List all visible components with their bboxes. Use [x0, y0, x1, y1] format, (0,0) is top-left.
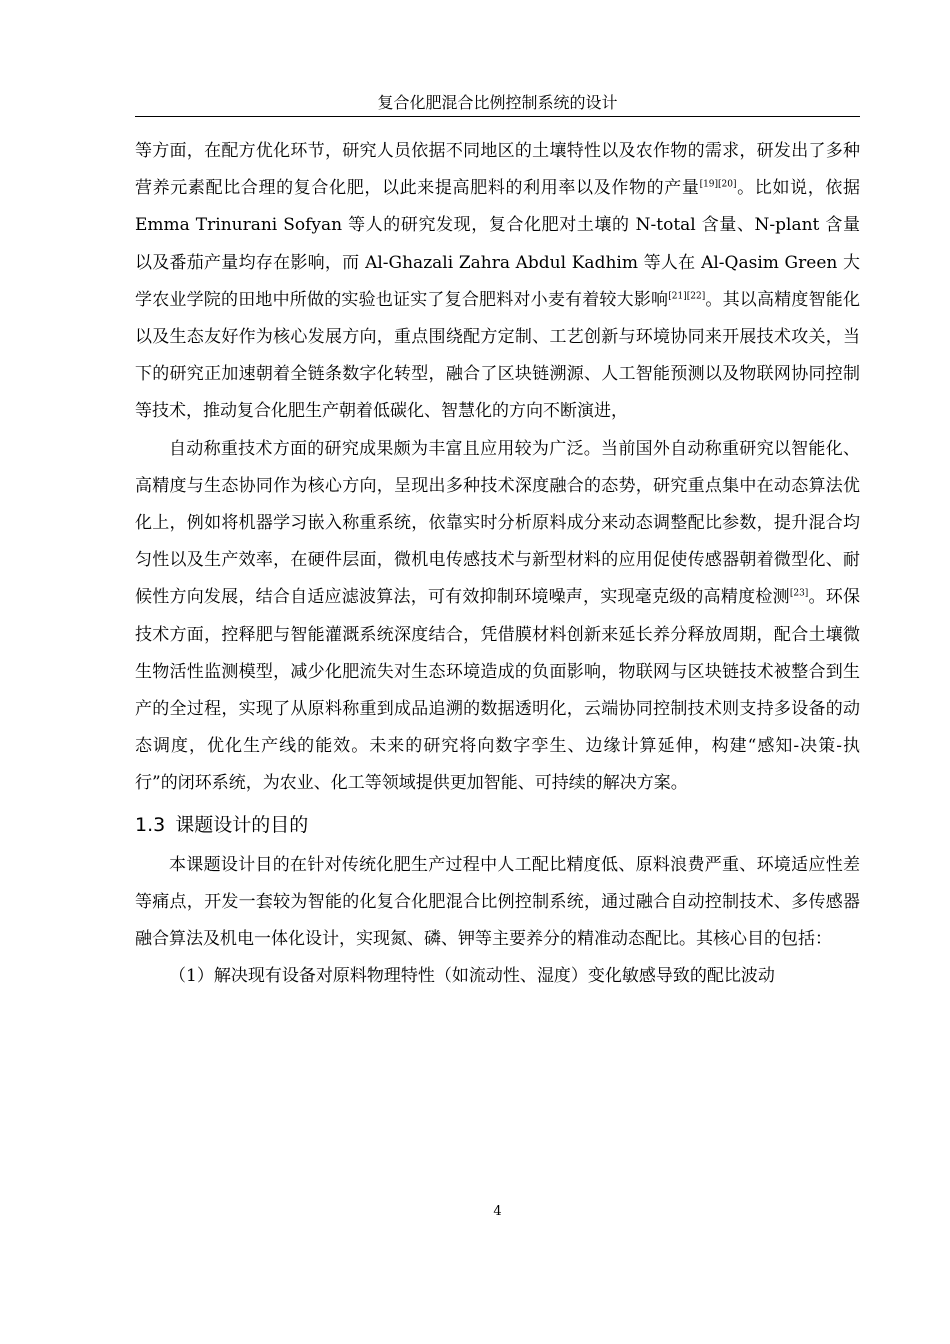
- paragraph-weighing: [135, 431, 860, 803]
- paragraph-2-text-a: 自动称重技术方面的研究成果颇为丰富且应用较为广泛。当前国外自动称重研究以智能化、高精度与生态协同作为核心方向，呈现出多种技术深度融合的态势，研究重点集中在动态算法优化上，例如将机器学习嵌入称重系统，依靠实时分析原料成分来动态调整配比参数，提升混合均匀性以及生产效率，在硬件层面，微机电传感技术与新型材料的应用促使传感器朝着微型化、耐候性方向发展，结合自适应滤波算法，可有效抑制环境噪声，实现毫克级的高精度检测: [135, 438, 860, 608]
- running-header: 复合化肥混合比例控制系统的设计: [377, 93, 618, 112]
- citation-19-20: [19][20]: [699, 179, 737, 190]
- paragraph-continuation: [135, 133, 860, 431]
- paragraph-1-text-c: 。其以高精度智能化以及生态友好作为核心发展方向，重点围绕配方定制、工艺创新与环境协同来开展技术攻关，当下的研究正加速朝着全链条数字化转型，融合了区块链溯源、人工智能预测以及物联网协同控制等技术，推动复合化肥生产朝着低碳化、智慧化的方向不断演进，: [135, 289, 861, 422]
- paragraph-1-text-a: 等方面，在配方优化环节，研究人员依据不同地区的土壤特性以及农作物的需求，研发出了多种营养元素配比合理的复合化肥，以此来提高肥料的利用率以及作物的产量: [135, 141, 860, 199]
- citation-21-22: [21][22]: [668, 291, 706, 302]
- paragraph-purpose: 本课题设计目的在针对传统化肥生产过程中人工配比精度低、原料浪费严重、环境适应性差等痛点，开发一套较为智能的化复合化肥混合比例控制系统，通过融合自动控制技术、多传感器融合算法及机电一体化设计，实现氮、磷、钾等主要养分的精准动态配比。其核心目的包括：: [135, 854, 860, 950]
- section-title: 课题设计的目的: [175, 813, 309, 836]
- page-number: 4: [493, 1204, 502, 1219]
- section-number: 1.3: [135, 813, 166, 836]
- paragraph-1-text-b: 。比如说，依据 Emma Trinurani Sofyan 等人的研究发现，复合化肥对土壤的 N-total 含量、N-plant 含量以及番茄产量均存在影响，而 Al-Ghazali Zahra Abdul Kadhim 等人在 Al-Qasim Green 大学农业学院的田地中所做的实验也证实了复合肥料对小麦有着较大影响: [135, 178, 861, 310]
- section-heading: [135, 803, 860, 847]
- header-rule: [135, 116, 860, 117]
- paragraph-2-text-b: 。环保技术方面，控释肥与智能灌溉系统深度结合，凭借膜材料创新来延长养分释放周期，配合土壤微生物活性监测模型，减少化肥流失对生态环境造成的负面影响，物联网与区块链技术被整合到生产的全过程，实现了从原料称重到成品追溯的数据透明化，云端协同控制技术则支持多设备的动态调度，优化生产线的能效。未来的研究将向数字孪生、边缘计算延伸，构建“感知-决策-执行”的闭环系统，为农业、化工等领域提供更加智能、可持续的解决方案。: [135, 587, 861, 794]
- citation-23: [23]: [789, 588, 809, 599]
- paragraph-item-1: （1）解决现有设备对原料物理特性（如流动性、湿度）变化敏感导致的配比波动: [169, 966, 775, 987]
- body-text: [135, 133, 860, 995]
